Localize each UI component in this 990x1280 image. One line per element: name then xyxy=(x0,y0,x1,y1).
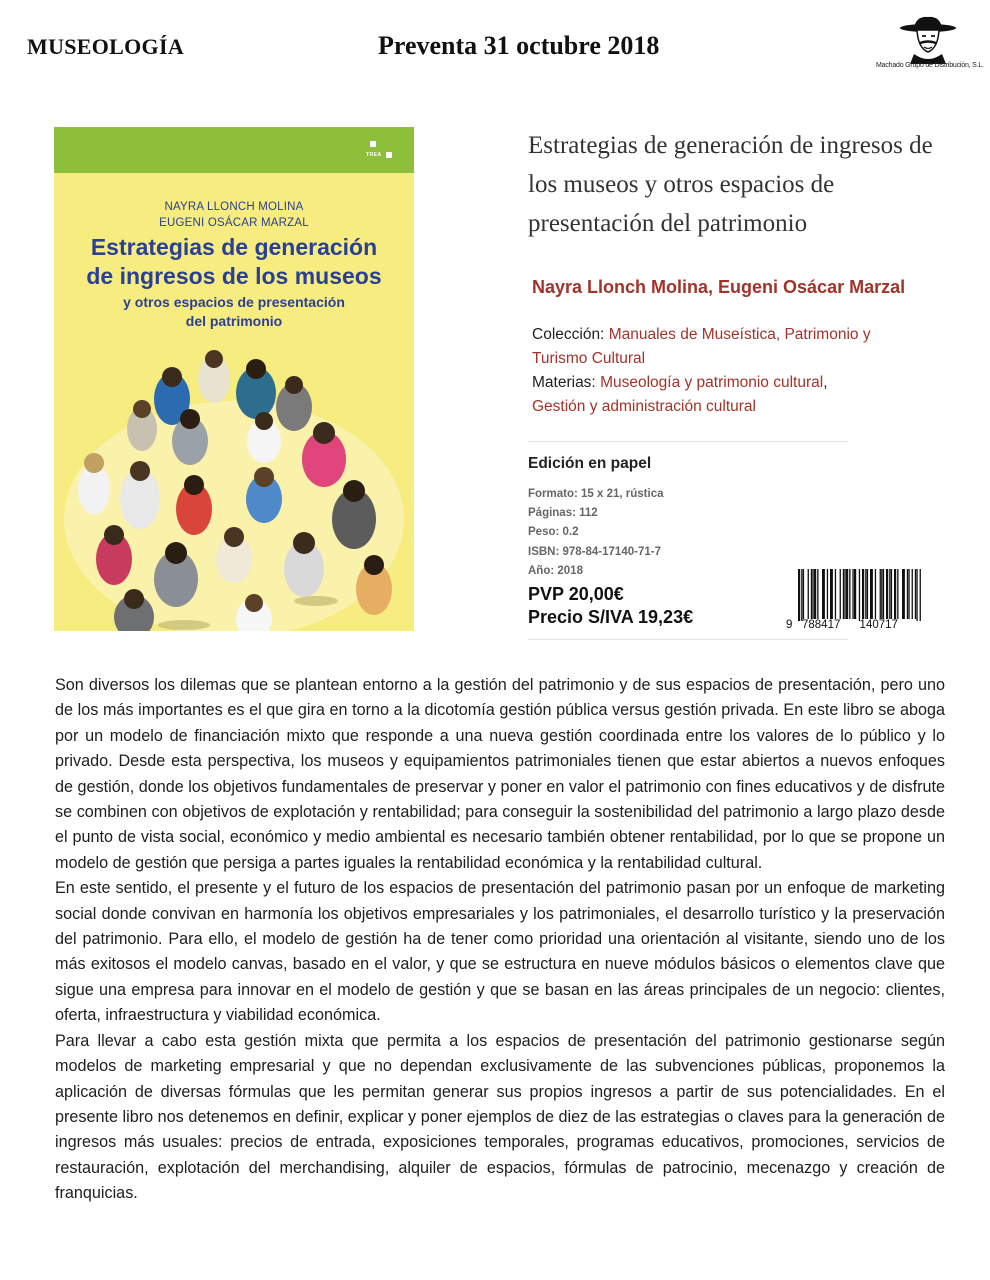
divider xyxy=(528,639,848,640)
spec-weight: Peso: 0.2 xyxy=(528,526,579,539)
barcode-bar xyxy=(915,569,916,619)
barcode-bar xyxy=(897,569,898,619)
barcode-bar xyxy=(859,569,860,621)
barcode-bar xyxy=(867,569,868,619)
barcode-bar xyxy=(889,569,890,619)
barcode-bar xyxy=(920,569,921,621)
cover-top-band xyxy=(54,127,414,173)
price-without-vat: Precio S/IVA 19,23€ xyxy=(528,607,694,627)
description-paragraph-2: En este sentido, el presente y el futuro de los espacios de presentación del patrimonio pasan por un enfoque de marketing social donde convivan en harmonía los objetivos empresariales y los patrimoniales, el desarrollo turístico y la preservación del patrimonio. Para ello, el modelo de gestión ha de tener como prioridad una orientación al visitante, siendo uno de los más exitosos el modelo canvas, basado en el valor, y que se estructura en nueve módulos básicos o elementos clave que sigue una empresa para innovar en el modelo de gestión y que se basan en las áreas principales de un negocio: clientes, oferta, infraestructura y viabilidad económica. xyxy=(55,879,945,1025)
barcode-bar xyxy=(886,569,888,619)
cover-crowd-photo xyxy=(54,349,414,631)
barcode-bar xyxy=(849,569,850,619)
barcode-bar xyxy=(803,569,804,619)
pvp-price: PVP 20,00€ xyxy=(528,584,624,604)
barcode-bar xyxy=(812,569,813,619)
collection-link[interactable]: Manuales de Museística, Patrimonio y Turismo Cultural xyxy=(532,326,871,367)
barcode-bar xyxy=(912,569,913,619)
barcode-bar xyxy=(846,569,848,619)
barcode-bar xyxy=(865,569,866,619)
cover-subtitle xyxy=(54,293,414,331)
spec-format: Formato: 15 x 21, rústica xyxy=(528,488,664,500)
barcode-group-1: 788417 xyxy=(802,619,841,631)
barcode-bar xyxy=(827,569,828,619)
cover-subtitle-line-1: y otros espacios de presentación xyxy=(123,294,345,310)
barcode-bar xyxy=(872,569,873,619)
barcode-group-2: 140717 xyxy=(859,619,898,631)
book-cover-image xyxy=(54,127,414,631)
book-authors[interactable]: Nayra Llonch Molina, Eugeni Osácar Marzal xyxy=(532,277,906,297)
presale-date-heading: Preventa 31 octubre 2018 xyxy=(378,31,660,60)
subject-link-2[interactable]: Gestión y administración cultural xyxy=(532,398,756,415)
isbn-barcode xyxy=(786,569,926,633)
cover-subtitle-line-2: del patrimonio xyxy=(185,313,283,329)
barcode-bar xyxy=(907,569,908,619)
subjects-line xyxy=(532,371,902,419)
cover-title-line-2: de ingresos de los museos xyxy=(86,263,382,289)
barcode-bar xyxy=(801,569,802,621)
spec-isbn: ISBN: 978-84-17140-71-7 xyxy=(528,545,661,558)
hat-man-logo-icon xyxy=(898,14,958,64)
cover-publisher-mark xyxy=(366,141,392,160)
barcode-bar xyxy=(817,569,818,619)
book-description xyxy=(55,673,945,1207)
collection-label: Colección: xyxy=(532,326,605,343)
publisher-logo-text: Machado Grupo de Distribución, S.L. xyxy=(876,62,984,69)
collection-line xyxy=(532,323,902,371)
barcode-bar xyxy=(832,569,833,619)
barcode-bar xyxy=(835,569,836,619)
divider xyxy=(528,441,848,442)
spec-pages: Páginas: 112 xyxy=(528,507,598,520)
barcode-bar xyxy=(916,569,917,621)
barcode-bar xyxy=(852,569,853,619)
barcode-bar xyxy=(808,569,809,619)
subjects-label: Materias: xyxy=(532,374,596,391)
barcode-bar xyxy=(811,569,812,619)
cover-title xyxy=(54,233,414,291)
category-heading: MUSEOLOGÍA xyxy=(27,34,185,59)
cover-author-2: EUGENI OSÁCAR MARZAL xyxy=(159,217,309,229)
spec-year: Año: 2018 xyxy=(528,564,583,577)
barcode-bar xyxy=(862,569,864,619)
barcode-bar xyxy=(908,569,909,619)
barcode-bar xyxy=(814,569,816,619)
cover-publisher-mark-text: TREA xyxy=(366,152,382,158)
barcode-bar xyxy=(840,569,841,619)
description-paragraph-1: Son diversos los dilemas que se plantean entorno a la gestión del patrimonio y de sus espacios de presentación, pero uno de los más importantes es el que gira en torno a la dicotomía gestión pública versus gestión privada. En este libro se aboga por un modelo de financiación mixto que responde a una nueva gestión coordinada entre los valores de lo público y lo privado. Desde esta perspectiva, los museos y equipamientos patrimoniales tienen que estar abiertos a nuevos enfoques de gestión, donde los objetivos fundamentales de preservar y poner en valor el patrimonio con fines educativos y de disfrute se combinen con objetivos de explotación y rentabilidad; para conseguir la sostenibilidad del patrimonio a largo plazo desde el punto de vista social, económico y medio ambiental es necesario también obtener rentabilidad, por lo que se propone un modelo de gestión que persiga a partes iguales la rentabilidad económica y la rentabilidad cultural. xyxy=(55,676,945,872)
barcode-bar xyxy=(843,569,844,619)
barcode-bar xyxy=(891,569,892,619)
barcode-digits xyxy=(786,619,926,631)
barcode-bar xyxy=(854,569,856,619)
cover-authors xyxy=(54,199,414,231)
subject-link-1[interactable]: Museología y patrimonio cultural xyxy=(600,374,824,391)
barcode-bar xyxy=(844,569,845,619)
book-title: Estrategias de generación de ingresos de los museos y otros espacios de presentación del patrimonio xyxy=(528,132,933,237)
cover-title-line-1: Estrategias de generación xyxy=(90,234,378,260)
barcode-bars xyxy=(786,569,926,621)
edition-heading: Edición en papel xyxy=(528,455,652,472)
barcode-bar xyxy=(883,569,884,619)
edition-specs xyxy=(528,485,664,581)
barcode-bar xyxy=(881,569,882,619)
cover-author-1: NAYRA LLONCH MOLINA xyxy=(164,201,304,213)
description-paragraph-3: Para llevar a cabo esta gestión mixta que permita a los espacios de presentación del patrimonio gestionarse según modelos de marketing empresarial y que no dependan exclusivamente de las subvenciones públicas, proponemos la aplicación de diversas fórmulas que les permitan generar sus propios ingresos a partir de sus potencialidades. En el presente libro nos detenemos en definir, explicar y poner ejemplos de diez de las estrategias o claves para la generación de ingresos más usuales: precios de entrada, exposiciones temporales, programas educativos, promociones, servicios de restauración, explotación del merchandising, alquiler de espacios, fórmulas de patrocinio, mecenazgo y creación de franquicias. xyxy=(55,1031,945,1203)
barcode-bar xyxy=(904,569,905,619)
barcode-first-digit: 9 xyxy=(786,619,793,631)
publisher-logo xyxy=(876,14,984,74)
barcode-bar xyxy=(875,569,876,619)
barcode-bar xyxy=(798,569,800,621)
barcode-bar xyxy=(824,569,825,619)
barcode-bar xyxy=(894,569,896,619)
barcode-bar xyxy=(880,569,881,619)
subject-separator: , xyxy=(823,374,828,391)
